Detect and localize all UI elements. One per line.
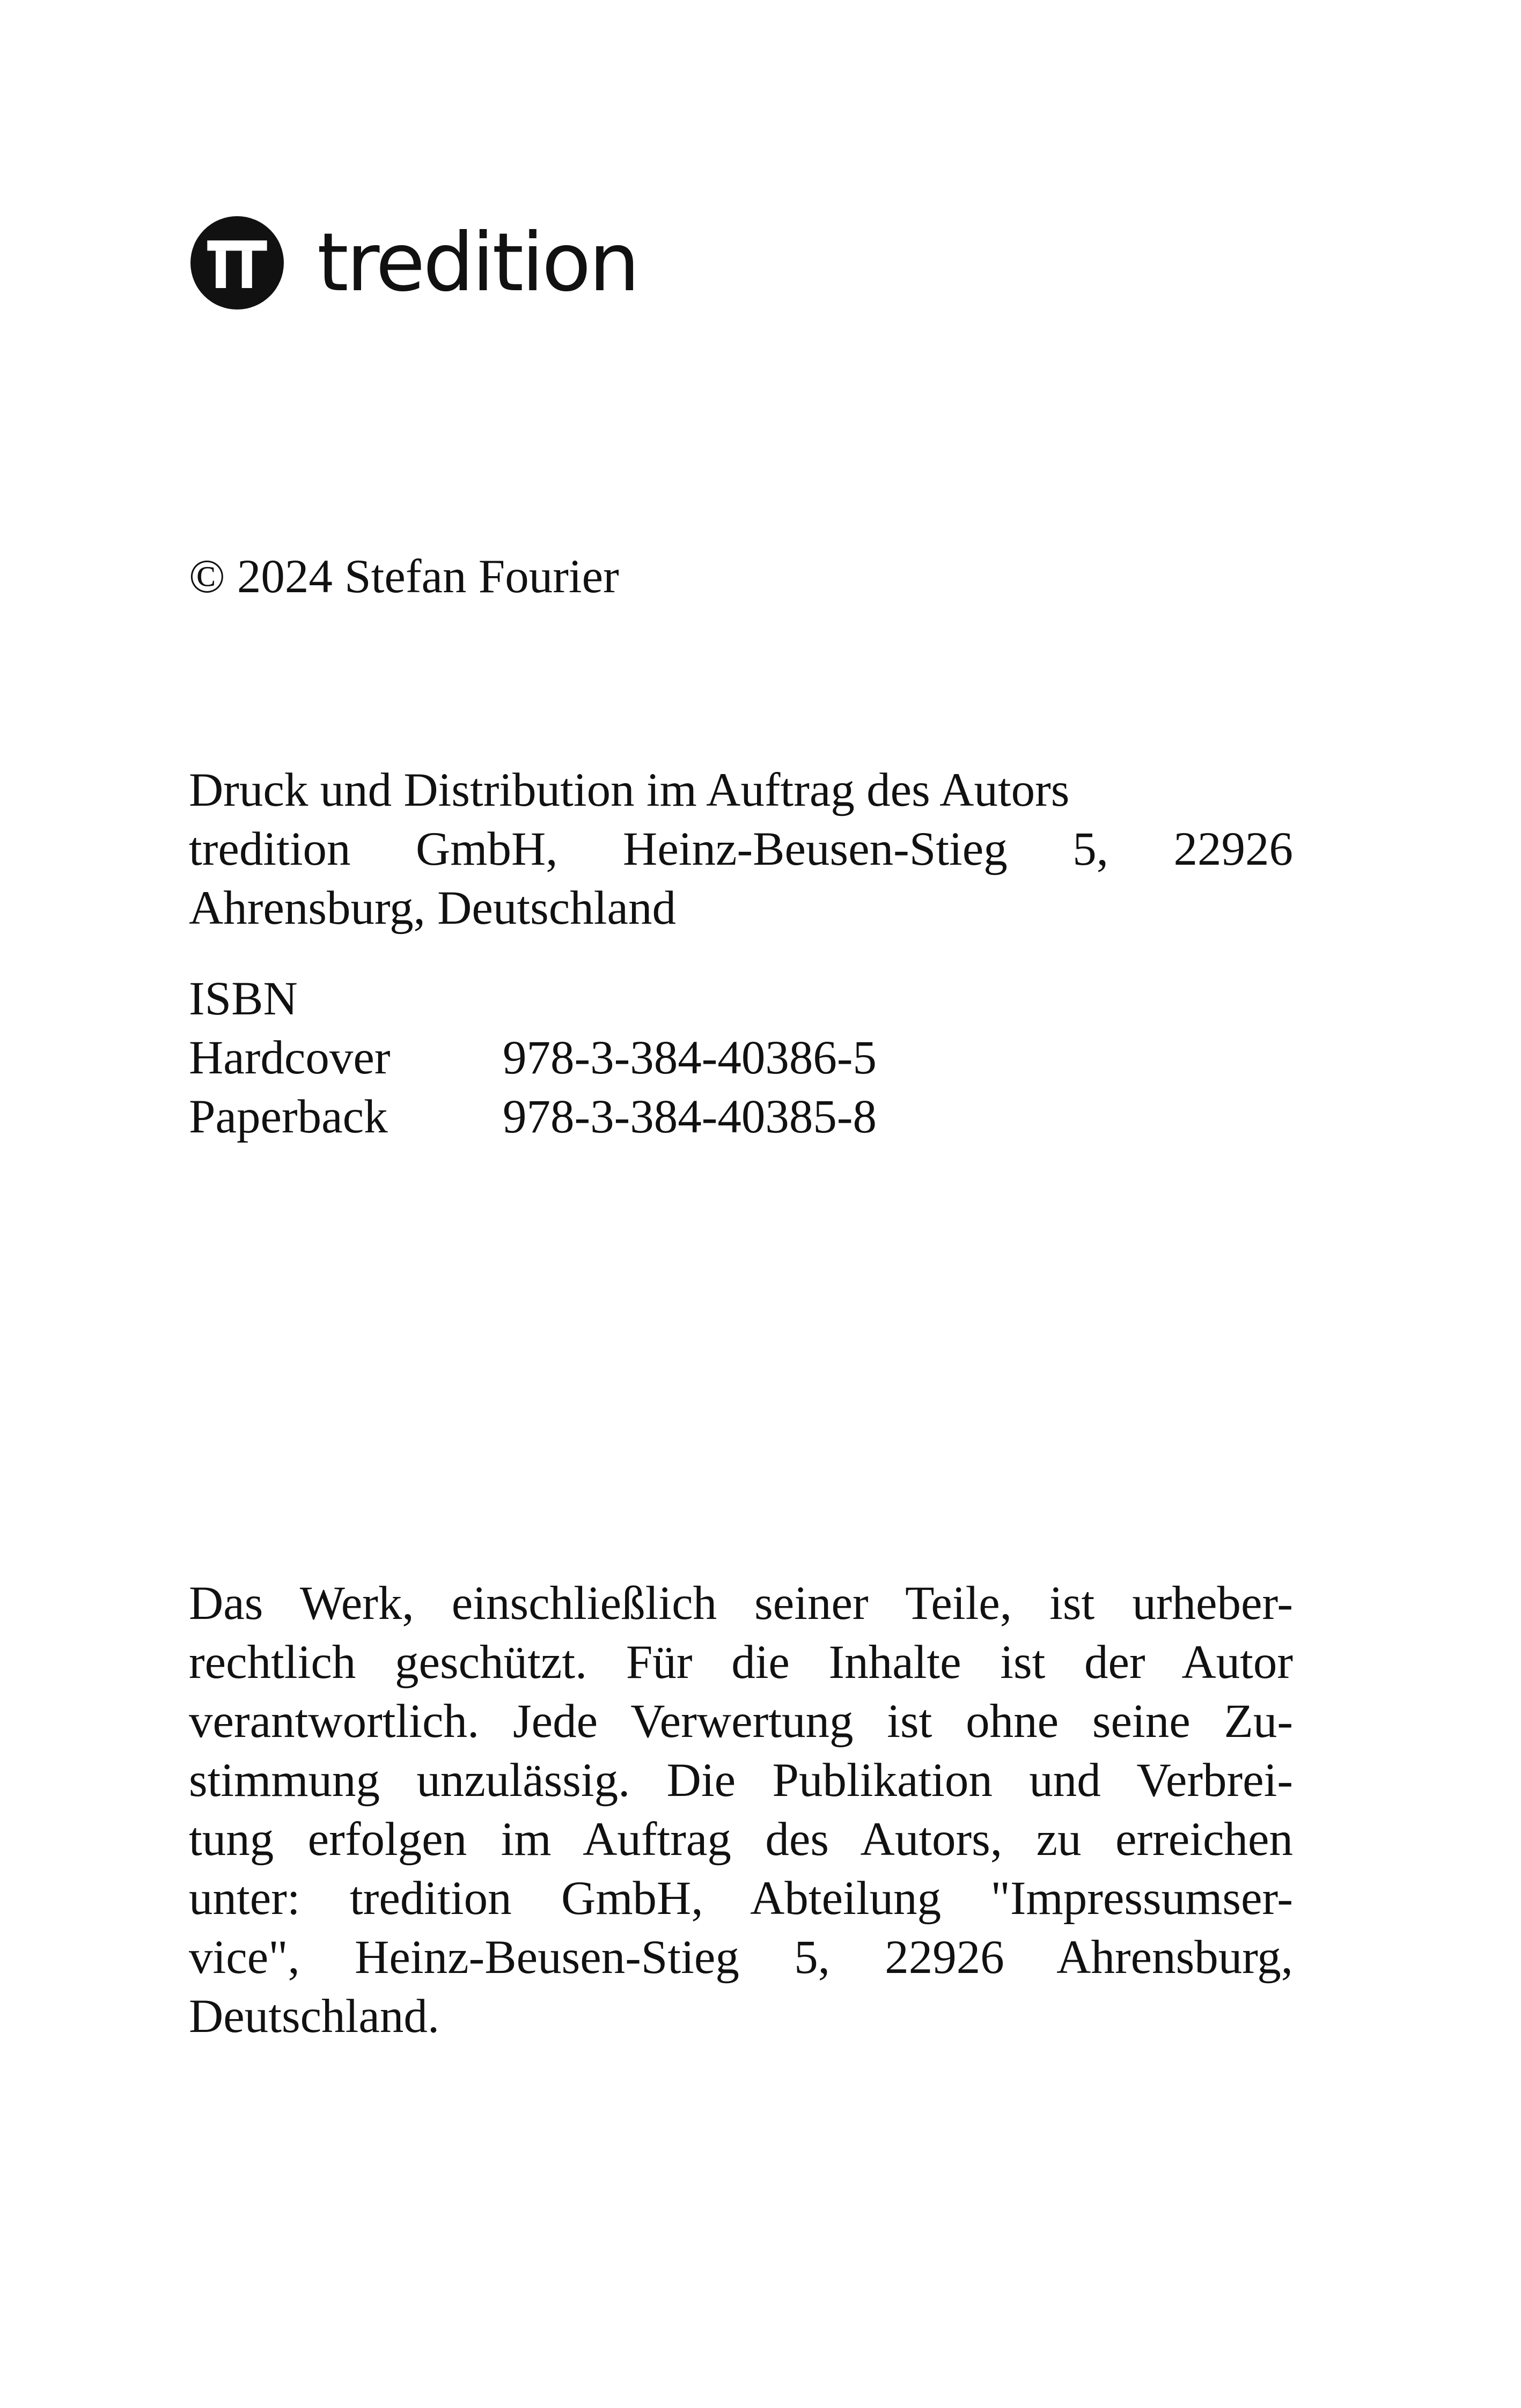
publisher-name: tredition [317, 216, 638, 310]
legal-line: rechtlich geschützt. Für die Inhalte ist der Autor [189, 1636, 1293, 1689]
isbn-format-label: Hardcover [189, 1032, 391, 1084]
copyright-notice: © 2024 Stefan Fourier [189, 550, 619, 603]
legal-line: Deutschland. [189, 1990, 440, 2043]
printing-address-line: tredition GmbH, Heinz-Beusen-Stieg 5, 22926 [189, 823, 1293, 875]
legal-notice [189, 1574, 1293, 2046]
isbn-heading: ISBN [189, 973, 298, 1025]
isbn-row-paperback [189, 1087, 877, 1146]
legal-line: unter: tredition GmbH, Abteilung "Impressumser- [189, 1872, 1293, 1925]
isbn-block [189, 969, 877, 1146]
printing-info [189, 761, 1293, 938]
publisher-logo [190, 215, 638, 311]
legal-line: verantwortlich. Jede Verwertung ist ohne seine Zu- [189, 1695, 1293, 1748]
isbn-row-hardcover [189, 1028, 877, 1087]
isbn-format-label: Paperback [189, 1091, 388, 1143]
isbn-number: 978-3-384-40386-5 [503, 1032, 877, 1084]
tredition-logo-icon [190, 216, 284, 310]
printing-line: Druck und Distribution im Auftrag des Autors [189, 764, 1070, 816]
legal-line: stimmung unzulässig. Die Publikation und Verbrei- [189, 1754, 1293, 1807]
printing-address-line: Ahrensburg, Deutschland [189, 882, 676, 934]
legal-line: tung erfolgen im Auftrag des Autors, zu erreichen [189, 1813, 1293, 1866]
legal-line: Das Werk, einschließlich seiner Teile, ist urheber- [189, 1577, 1293, 1630]
isbn-number: 978-3-384-40385-8 [503, 1091, 877, 1143]
legal-line: vice", Heinz-Beusen-Stieg 5, 22926 Ahrensburg, [189, 1931, 1293, 1984]
